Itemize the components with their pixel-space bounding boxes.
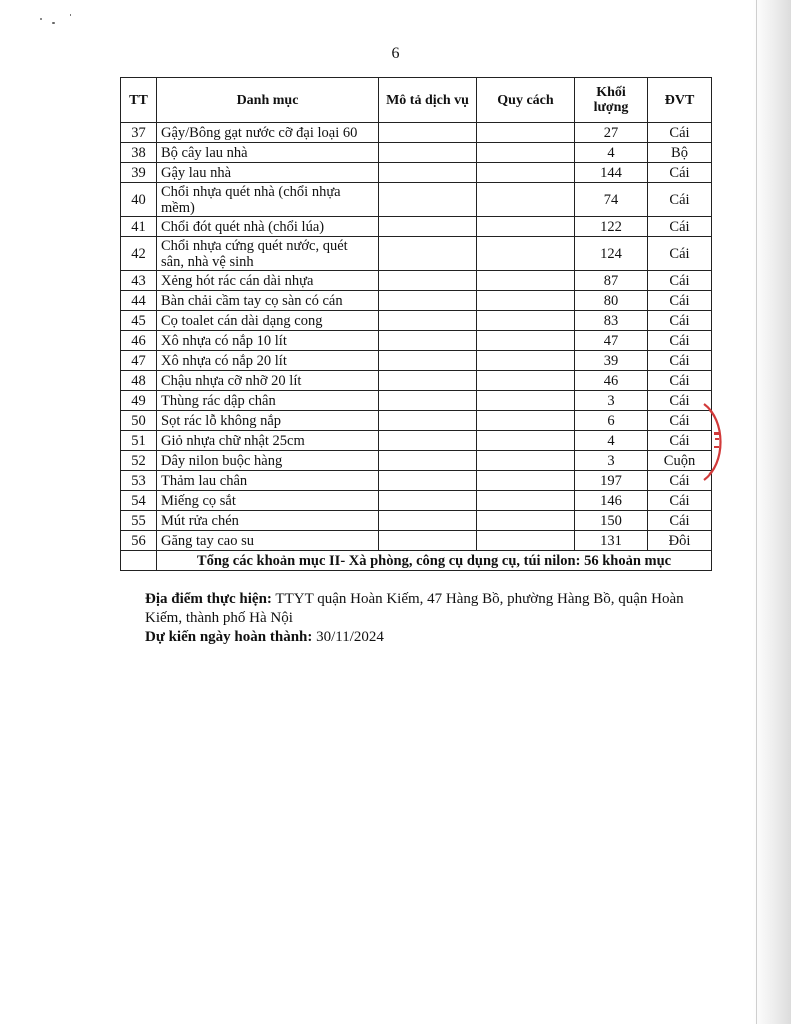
row-description xyxy=(379,143,477,163)
row-description xyxy=(379,183,477,217)
table-row xyxy=(121,271,712,291)
row-number: 40 xyxy=(121,183,157,217)
row-quantity: 4 xyxy=(575,143,648,163)
row-description xyxy=(379,351,477,371)
row-quantity: 3 xyxy=(575,391,648,411)
row-unit: Cái xyxy=(648,391,712,411)
page-number: 6 xyxy=(391,45,400,62)
row-description xyxy=(379,291,477,311)
row-item-name: Chổi nhựa quét nhà (chổi nhựa mềm) xyxy=(157,183,379,217)
row-unit: Cái xyxy=(648,237,712,271)
row-spec xyxy=(477,471,575,491)
header-tt: TT xyxy=(121,78,157,123)
header-quantity: Khối lượng xyxy=(575,78,648,123)
row-quantity: 3 xyxy=(575,451,648,471)
completion-label: Dự kiến ngày hoàn thành: xyxy=(145,629,313,645)
table-row xyxy=(121,371,712,391)
row-item-name: Găng tay cao su xyxy=(157,531,379,551)
row-number: 41 xyxy=(121,217,157,237)
row-item-name: Dây nilon buộc hàng xyxy=(157,451,379,471)
row-description xyxy=(379,271,477,291)
row-unit: Cái xyxy=(648,351,712,371)
table-row xyxy=(121,351,712,371)
row-quantity: 150 xyxy=(575,511,648,531)
row-quantity: 146 xyxy=(575,491,648,511)
header-unit: ĐVT xyxy=(648,78,712,123)
row-description xyxy=(379,511,477,531)
table-row xyxy=(121,391,712,411)
row-description xyxy=(379,163,477,183)
items-table xyxy=(120,77,712,571)
row-number: 55 xyxy=(121,511,157,531)
row-unit: Cái xyxy=(648,123,712,143)
row-quantity: 144 xyxy=(575,163,648,183)
row-number: 44 xyxy=(121,291,157,311)
row-unit: Cái xyxy=(648,431,712,451)
row-item-name: Chậu nhựa cỡ nhỡ 20 lít xyxy=(157,371,379,391)
row-spec xyxy=(477,237,575,271)
row-item-name: Mút rửa chén xyxy=(157,511,379,531)
row-item-name: Chổi đót quét nhà (chổi lúa) xyxy=(157,217,379,237)
scan-speck xyxy=(70,14,71,16)
row-spec xyxy=(477,271,575,291)
row-description xyxy=(379,471,477,491)
table-row xyxy=(121,143,712,163)
table-row xyxy=(121,123,712,143)
row-quantity: 74 xyxy=(575,183,648,217)
table-row xyxy=(121,531,712,551)
row-description xyxy=(379,431,477,451)
row-spec xyxy=(477,451,575,471)
row-quantity: 4 xyxy=(575,431,648,451)
row-spec xyxy=(477,431,575,451)
row-spec xyxy=(477,391,575,411)
location-value: TTYT quận Hoàn Kiếm, 47 Hàng Bồ, phường Hàng Bồ, quận Hoàn Kiếm, thành phố Hà Nội xyxy=(145,591,684,626)
row-number: 39 xyxy=(121,163,157,183)
row-number: 49 xyxy=(121,391,157,411)
table-total-row xyxy=(121,551,712,571)
row-spec xyxy=(477,331,575,351)
row-item-name: Bàn chải cầm tay cọ sàn có cán xyxy=(157,291,379,311)
row-item-name: Sọt rác lỗ không nắp xyxy=(157,411,379,431)
table-row xyxy=(121,237,712,271)
row-quantity: 122 xyxy=(575,217,648,237)
row-spec xyxy=(477,163,575,183)
row-unit: Cái xyxy=(648,511,712,531)
table-row xyxy=(121,311,712,331)
row-item-name: Miếng cọ sắt xyxy=(157,491,379,511)
table-row xyxy=(121,183,712,217)
row-description xyxy=(379,217,477,237)
completion-value: 30/11/2024 xyxy=(316,629,384,645)
row-number: 37 xyxy=(121,123,157,143)
scan-speck xyxy=(52,22,55,24)
row-spec xyxy=(477,291,575,311)
row-description xyxy=(379,311,477,331)
table-row xyxy=(121,411,712,431)
row-unit: Bộ xyxy=(648,143,712,163)
row-spec xyxy=(477,123,575,143)
row-number: 42 xyxy=(121,237,157,271)
table-row xyxy=(121,217,712,237)
row-description xyxy=(379,491,477,511)
row-description xyxy=(379,371,477,391)
row-quantity: 46 xyxy=(575,371,648,391)
row-quantity: 124 xyxy=(575,237,648,271)
row-number: 54 xyxy=(121,491,157,511)
row-number: 46 xyxy=(121,331,157,351)
row-number: 56 xyxy=(121,531,157,551)
row-item-name: Xô nhựa có nắp 10 lít xyxy=(157,331,379,351)
header-description: Mô tả dịch vụ xyxy=(379,78,477,123)
row-unit: Cái xyxy=(648,291,712,311)
header-spec: Quy cách xyxy=(477,78,575,123)
row-quantity: 131 xyxy=(575,531,648,551)
row-unit: Đôi xyxy=(648,531,712,551)
row-number: 53 xyxy=(121,471,157,491)
row-unit: Cái xyxy=(648,471,712,491)
row-spec xyxy=(477,143,575,163)
row-number: 38 xyxy=(121,143,157,163)
completion-line xyxy=(145,628,705,647)
row-item-name: Giỏ nhựa chữ nhật 25cm xyxy=(157,431,379,451)
row-description xyxy=(379,123,477,143)
row-item-name: Thảm lau chân xyxy=(157,471,379,491)
row-description xyxy=(379,451,477,471)
scan-speck xyxy=(40,18,42,20)
row-unit: Cái xyxy=(648,271,712,291)
total-row-text: Tổng các khoản mục II- Xà phòng, công cụ dụng cụ, túi nilon: 56 khoản mục xyxy=(157,551,712,571)
location-label: Địa điểm thực hiện: xyxy=(145,591,272,607)
scan-page-edge xyxy=(753,0,791,1024)
row-unit: Cái xyxy=(648,491,712,511)
row-description xyxy=(379,391,477,411)
row-item-name: Gậy/Bông gạt nước cỡ đại loại 60 xyxy=(157,123,379,143)
row-number: 45 xyxy=(121,311,157,331)
row-spec xyxy=(477,411,575,431)
table-row xyxy=(121,163,712,183)
row-unit: Cái xyxy=(648,411,712,431)
row-spec xyxy=(477,311,575,331)
scan-edge-line xyxy=(756,0,757,1024)
row-number: 47 xyxy=(121,351,157,371)
row-description xyxy=(379,531,477,551)
row-spec xyxy=(477,491,575,511)
table-row xyxy=(121,431,712,451)
red-seal-stamp-icon xyxy=(700,402,732,482)
table-row xyxy=(121,491,712,511)
table-row xyxy=(121,451,712,471)
row-number: 43 xyxy=(121,271,157,291)
row-description xyxy=(379,237,477,271)
row-item-name: Bộ cây lau nhà xyxy=(157,143,379,163)
row-item-name: Cọ toalet cán dài dạng cong xyxy=(157,311,379,331)
row-quantity: 39 xyxy=(575,351,648,371)
row-spec xyxy=(477,511,575,531)
header-category: Danh mục xyxy=(157,78,379,123)
row-quantity: 197 xyxy=(575,471,648,491)
row-quantity: 6 xyxy=(575,411,648,431)
row-number: 51 xyxy=(121,431,157,451)
row-unit: Cái xyxy=(648,331,712,351)
row-quantity: 27 xyxy=(575,123,648,143)
row-spec xyxy=(477,351,575,371)
row-number: 48 xyxy=(121,371,157,391)
row-spec xyxy=(477,217,575,237)
row-item-name: Xô nhựa có nắp 20 lít xyxy=(157,351,379,371)
total-row-blank xyxy=(121,551,157,571)
location-line xyxy=(145,590,705,628)
row-quantity: 80 xyxy=(575,291,648,311)
table-row xyxy=(121,511,712,531)
row-number: 52 xyxy=(121,451,157,471)
row-spec xyxy=(477,371,575,391)
row-unit: Cái xyxy=(648,217,712,237)
row-description xyxy=(379,331,477,351)
row-item-name: Gậy lau nhà xyxy=(157,163,379,183)
row-unit: Cái xyxy=(648,183,712,217)
row-description xyxy=(379,411,477,431)
table-row xyxy=(121,471,712,491)
row-quantity: 87 xyxy=(575,271,648,291)
row-unit: Cái xyxy=(648,371,712,391)
table-header-row xyxy=(121,78,712,123)
row-item-name: Thùng rác dập chân xyxy=(157,391,379,411)
row-quantity: 47 xyxy=(575,331,648,351)
row-unit: Cái xyxy=(648,163,712,183)
document-footer xyxy=(145,590,705,647)
row-unit: Cái xyxy=(648,311,712,331)
row-spec xyxy=(477,183,575,217)
row-item-name: Xẻng hót rác cán dài nhựa xyxy=(157,271,379,291)
row-number: 50 xyxy=(121,411,157,431)
row-item-name: Chổi nhựa cứng quét nước, quét sân, nhà vệ sinh xyxy=(157,237,379,271)
row-spec xyxy=(477,531,575,551)
table-row xyxy=(121,291,712,311)
row-unit: Cuộn xyxy=(648,451,712,471)
row-quantity: 83 xyxy=(575,311,648,331)
table-row xyxy=(121,331,712,351)
